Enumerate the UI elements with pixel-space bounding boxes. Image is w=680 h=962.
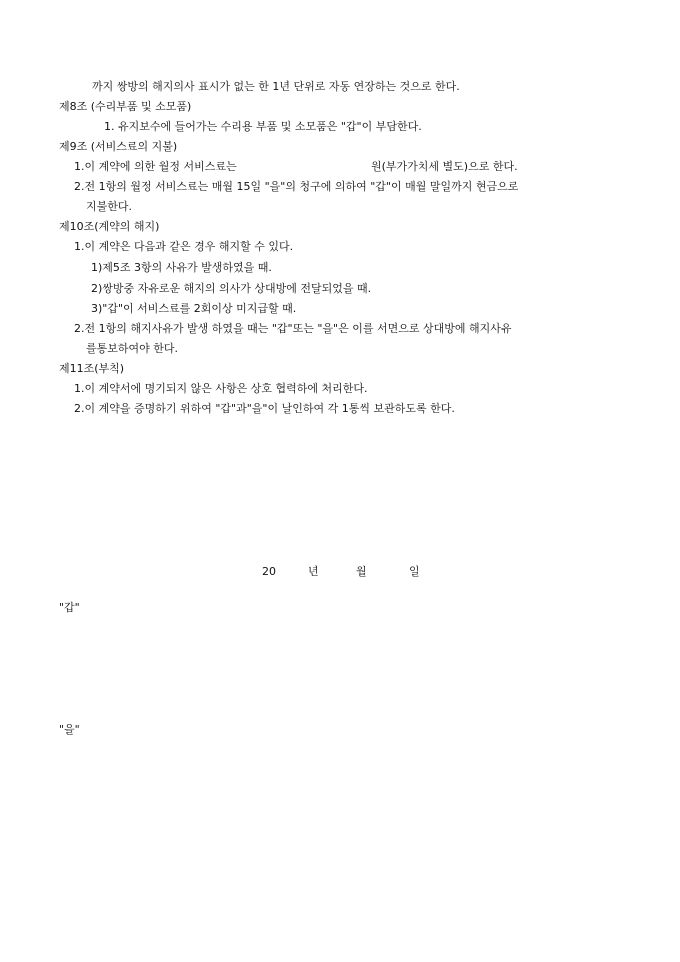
article10-heading: 제10조(계약의 해지) [59, 220, 160, 233]
date-day-label: 일 [409, 565, 420, 578]
intro-continuation: 까지 쌍방의 해지의사 표시가 없는 한 1년 단위로 자동 연장하는 것으로 한다. [92, 80, 460, 93]
date-year-label: 년 [308, 565, 319, 578]
article9-heading: 제9조 (서비스료의 지불) [59, 140, 178, 153]
article8-item-1: 1. 유지보수에 들어가는 수리용 부품 및 소모품은 "갑"이 부담한다. [104, 120, 422, 133]
article9-item-1-prefix: 1.이 계약에 의한 월정 서비스료는 [74, 160, 237, 173]
article11-heading: 제11조(부칙) [59, 362, 125, 375]
article9-item-2-line1: 2.전 1항의 월정 서비스료는 매월 15일 "을"의 청구에 의하여 "갑"이 매월 말일까지 현금으로 [74, 180, 519, 193]
article8-heading: 제8조 (수리부품 및 소모품) [59, 100, 192, 113]
article10-item-2-line1: 2.전 1항의 해지사유가 발생 하였을 때는 "갑"또는 "을"은 이를 서면으로 상대방에 해지사유 [74, 322, 512, 335]
article9-item-2-line2: 지불한다. [86, 200, 133, 213]
article11-item-1: 1.이 계약서에 명기되지 않은 사항은 상호 협력하에 처리한다. [74, 382, 368, 395]
party-a-label: "갑" [59, 601, 80, 614]
article11-item-2: 2.이 계약을 증명하기 위하여 "갑"과"을"이 날인하여 각 1통씩 보관하도록 한다. [74, 402, 455, 415]
article10-item-2-line2: 를통보하여야 한다. [86, 342, 179, 355]
party-b-label: "을" [59, 723, 80, 736]
article10-item-1: 1.이 계약은 다음과 같은 경우 해지할 수 있다. [74, 240, 294, 253]
article10-sub-3: 3)"갑"이 서비스료를 2회이상 미지급할 때. [91, 302, 297, 315]
article9-item-1-suffix: 원(부가가치세 별도)으로 한다. [371, 160, 518, 173]
date-year-prefix: 20 [262, 565, 276, 578]
article10-sub-2: 2)쌍방중 자유로운 해지의 의사가 상대방에 전달되었을 때. [91, 282, 372, 295]
date-month-label: 월 [356, 565, 367, 578]
article10-sub-1: 1)제5조 3항의 사유가 발생하였을 때. [91, 261, 272, 274]
